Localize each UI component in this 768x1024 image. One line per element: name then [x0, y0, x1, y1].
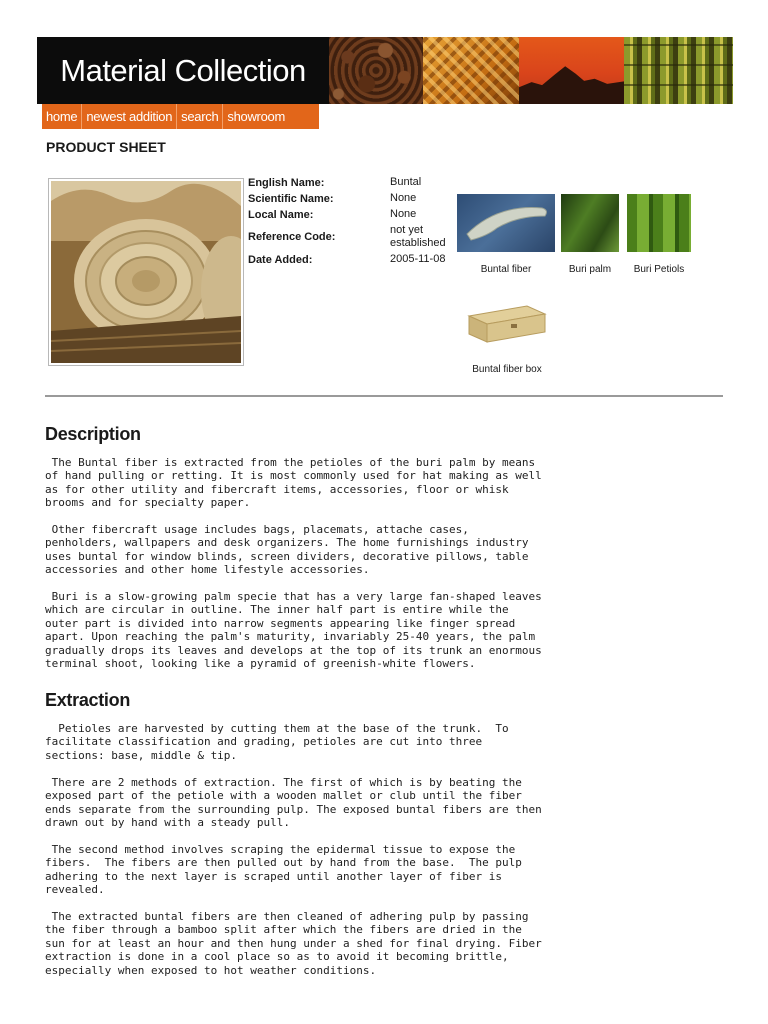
section-divider [45, 395, 723, 397]
buntal-fiber-box-image[interactable] [465, 302, 549, 346]
property-row [248, 253, 452, 266]
thumbnail-caption: Buri Petiols [633, 264, 685, 275]
banner-image-weave [423, 37, 519, 104]
property-label: Date Added: [248, 253, 313, 266]
thumbnail-buri-petiols[interactable] [626, 194, 692, 275]
extraction-paragraph: The extracted buntal fibers are then cleaned of adhering pulp by passing the fiber through a bamboo split after which the fibers are dried in the sun for at least an hour and then hung under a shed for final drying. Fiber extraction is done in a cool place so as to avoid it becoming brittle, especially when exposed to hot weather conditions. [45, 910, 542, 977]
extraction-paragraph: There are 2 methods of extraction. The first of which is by beating the exposed part of the petiole with a wooden mallet or club until the fiber ends separate from the surrounding pulp. The exposed buntal fibers are then drawn out by hand with a steady pull. [45, 776, 542, 830]
main-nav [42, 104, 319, 129]
property-value: None [390, 192, 417, 204]
nav-home-link[interactable]: home [42, 104, 82, 129]
property-row [248, 192, 452, 205]
property-row [248, 176, 452, 189]
extraction-paragraph: The second method involves scraping the epidermal tissue to expose the fibers. The fibers are then pulled out by hand from the base. The pulp adhering to the next layer is scraped until another layer of fiber is revealed. [45, 843, 522, 897]
thumbnail-caption: Buntal fiber box [472, 364, 542, 375]
page-title: PRODUCT SHEET [46, 139, 166, 155]
property-row [248, 224, 452, 250]
thumbnail-buri-palm[interactable] [560, 194, 620, 275]
nav-search-link[interactable]: search [177, 104, 223, 129]
property-row [248, 208, 452, 221]
thumbnail-caption: Buntal fiber [480, 264, 532, 275]
header-banner [37, 37, 733, 104]
description-paragraph: Other fibercraft usage includes bags, placemats, attache cases, penholders, wallpapers and desk organizers. The home furnishings industry uses buntal for window blinds, screen dividers, decorative pillows, table accessories and other home lifestyle accessories. [45, 523, 529, 577]
property-label: Scientific Name: [248, 192, 334, 205]
property-label: Local Name: [248, 208, 314, 221]
property-value: None [390, 208, 417, 220]
nav-showroom-link[interactable]: showroom [227, 109, 285, 124]
property-value: 2005-11-08 [390, 253, 446, 265]
thumbnail-buntal-fiber-box[interactable] [461, 302, 553, 375]
description-paragraph: Buri is a slow-growing palm specie that has a very large fan-shaped leaves which are circular in outline. The inner half part is entire while the outer part is divided into narrow segments appearing like finger spread apart. Upon reaching the palm's maturity, invariably 25-40 years, the palm gradually drops its leaves and develops at the top of its trunk an enormous terminal shoot, looking like a pyramid of greenish-white flowers. [45, 590, 542, 671]
product-main-photo [48, 178, 244, 366]
buntal-fiber-image[interactable] [457, 194, 555, 252]
property-value: not yet established [390, 224, 446, 249]
extraction-heading: Extraction [45, 690, 131, 710]
extraction-paragraph: Petioles are harvested by cutting them at the base of the trunk. To facilitate classification and grading, petioles are cut into three sections: base, middle & tip. [45, 722, 509, 762]
banner-image-landscape [519, 37, 624, 104]
thumbnail-caption: Buri palm [568, 264, 612, 275]
product-properties [248, 176, 452, 269]
banner-image-bamboo [624, 37, 733, 104]
property-value: Buntal [390, 176, 422, 188]
banner-image-stones [329, 37, 423, 104]
thumbnail-buntal-fiber[interactable] [456, 194, 556, 275]
site-title: Material Collection [37, 37, 329, 104]
nav-newest-addition-link[interactable]: newest addition [82, 104, 177, 129]
description-heading: Description [45, 424, 141, 444]
buri-petiols-image[interactable] [627, 194, 691, 252]
property-label: English Name: [248, 176, 325, 189]
property-label: Reference Code: [248, 231, 336, 243]
description-paragraph: The Buntal fiber is extracted from the petioles of the buri palm by means of hand pulling or retting. It is most commonly used for hat making as well as for other utility and fibercraft items, accessories, floor or whisk brooms and for specialty paper. [45, 456, 542, 510]
buri-palm-image[interactable] [561, 194, 619, 252]
